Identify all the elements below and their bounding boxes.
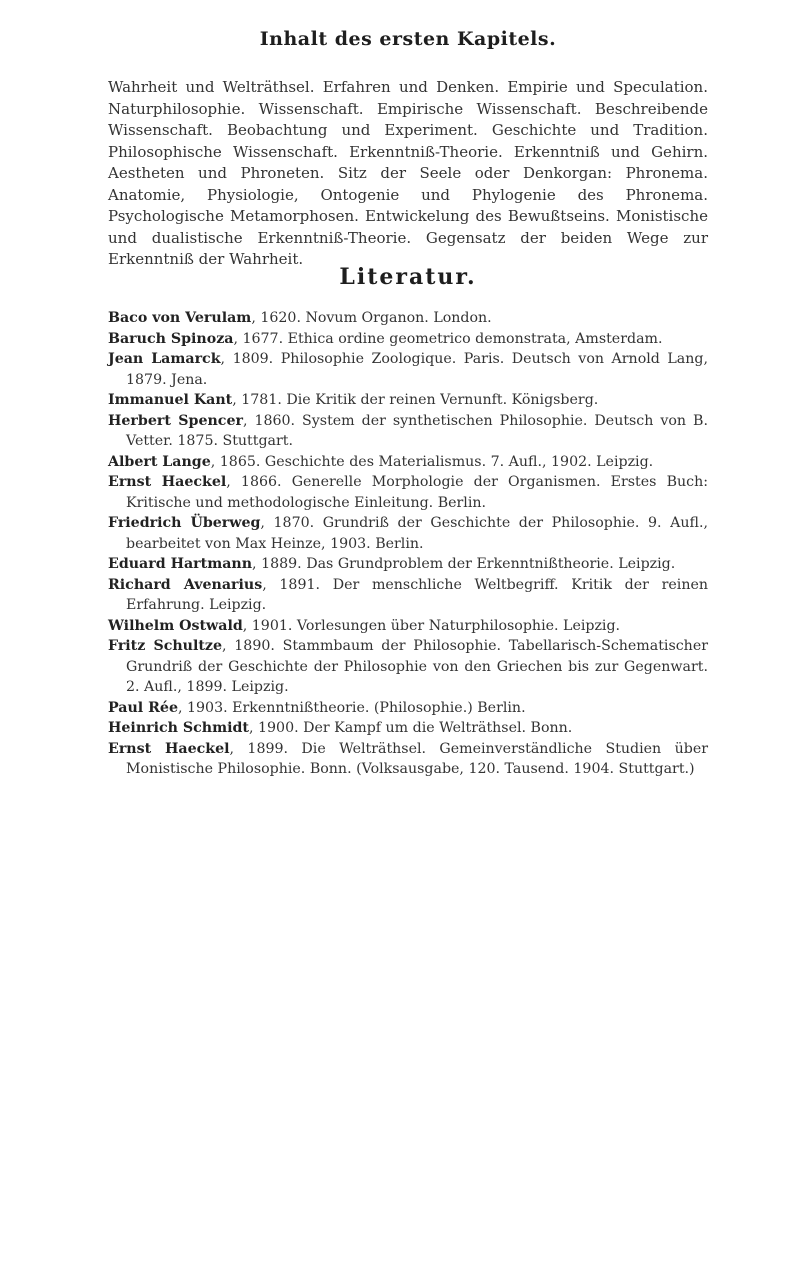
entry-author: Baruch Spinoza bbox=[108, 330, 234, 347]
entry-text: , 1899. Die Welträthsel. Gemeinverständliche Studien über Monistische Philosophie. Bonn. (Volksausgabe, 120. Tausend. 1904. Stuttgart.) bbox=[126, 740, 708, 777]
entry-author: Fritz Schultze bbox=[108, 638, 223, 654]
literature-entry bbox=[108, 513, 708, 554]
literature-entry bbox=[108, 308, 708, 329]
entry-text: , 1866. Generelle Morphologie der Organismen. Erstes Buch: Kritische und methodologische Einleitung. Berlin. bbox=[126, 474, 709, 511]
literature-entry bbox=[108, 616, 708, 637]
literature-entry bbox=[108, 390, 708, 411]
literature-entry bbox=[108, 452, 708, 473]
literature-entry bbox=[108, 554, 708, 575]
entry-author: Ernst Haeckel bbox=[108, 740, 230, 757]
literature-title: Literatur. bbox=[339, 264, 477, 290]
entry-author: Baco von Verulam bbox=[108, 310, 252, 326]
entry-text: , 1870. Grundriß der Geschichte der Philosophie. 9. Aufl., bearbeitet von Max Heinze, 1903. Berlin. bbox=[126, 515, 708, 552]
entry-author: Immanuel Kant bbox=[108, 392, 233, 408]
entry-author: Friedrich Überweg bbox=[108, 515, 261, 531]
entry-text: , 1890. Stammbaum der Philosophie. Tabellarisch-Schematischer Grundriß der Geschichte der Philosophie von den Griechen bis zur Gegenwart. 2. Aufl., 1899. Leipzig. bbox=[126, 638, 708, 695]
literature-entry bbox=[108, 472, 708, 513]
entry-text: , 1781. Die Kritik der reinen Vernunft. Königsberg. bbox=[232, 392, 599, 408]
entry-text: , 1901. Vorlesungen über Naturphilosophie. Leipzig. bbox=[242, 617, 621, 634]
entry-text: , 1891. Der menschliche Weltbegriff. Kritik der reinen Erfahrung. Leipzig. bbox=[126, 576, 708, 613]
entry-author: Herbert Spencer bbox=[108, 412, 243, 429]
entry-author: Wilhelm Ostwald bbox=[108, 617, 243, 634]
entry-author: Ernst Haeckel bbox=[108, 474, 227, 490]
literature-entry bbox=[108, 636, 708, 698]
literature-list bbox=[108, 308, 708, 780]
literature-entry bbox=[108, 575, 708, 616]
entry-text: , 1865. Geschichte des Materialismus. 7. Aufl., 1902. Leipzig. bbox=[210, 453, 654, 470]
literature-entry bbox=[108, 349, 708, 390]
entry-author: Paul Rée bbox=[108, 699, 178, 716]
chapter-contents-title: Inhalt des ersten Kapitels. bbox=[259, 28, 557, 50]
entry-text: , 1809. Philosophie Zoologique. Paris. Deutsch von Arnold Lang, 1879. Jena. bbox=[126, 351, 708, 388]
entry-text: , 1677. Ethica ordine geometrico demonstrata, Amsterdam. bbox=[233, 330, 663, 347]
literature-entry bbox=[108, 718, 708, 739]
literature-entry bbox=[108, 411, 708, 452]
chapter-contents-summary: Wahrheit und Welträthsel. Erfahren und Denken. Empirie und Speculation. Naturphilosophie. Wissenschaft. Empirische Wissenschaft. Beschreibende Wissenschaft. Beobachtung und Experiment. Geschichte und Tradition. Philosophische Wissenschaft. Erkenntniß-Theorie. Erkenntniß und Gehirn. Aestheten und Phroneten. Sitz der Seele oder Denkorgan: Phronema. Anatomie, Physiologie, Ontogenie und Phylogenie des Phronema. Psychologische Metamorphosen. Entwickelung des Bewußtseins. Monistische und dualistische Erkenntniß-Theorie. Gegensatz der beiden Wege zur Erkenntniß der Wahrheit. bbox=[108, 78, 708, 268]
literature-entry bbox=[108, 698, 708, 719]
entry-author: Albert Lange bbox=[108, 453, 211, 470]
entry-author: Jean Lamarck bbox=[108, 351, 221, 367]
entry-text: , 1903. Erkenntnißtheorie. (Philosophie.) Berlin. bbox=[177, 699, 526, 716]
literature-entry bbox=[108, 329, 708, 350]
entry-text: , 1900. Der Kampf um die Welträthsel. Bonn. bbox=[248, 720, 573, 736]
entry-text: , 1620. Novum Organon. London. bbox=[251, 310, 492, 326]
entry-text: , 1860. System der synthetischen Philosophie. Deutsch von B. Vetter. 1875. Stuttgart. bbox=[126, 412, 708, 449]
entry-author: Richard Avenarius bbox=[108, 576, 263, 593]
entry-author: Heinrich Schmidt bbox=[108, 720, 249, 736]
literature-entry bbox=[108, 739, 708, 780]
entry-text: , 1889. Das Grundproblem der Erkenntnißtheorie. Leipzig. bbox=[252, 556, 676, 572]
entry-author: Eduard Hartmann bbox=[108, 556, 253, 572]
